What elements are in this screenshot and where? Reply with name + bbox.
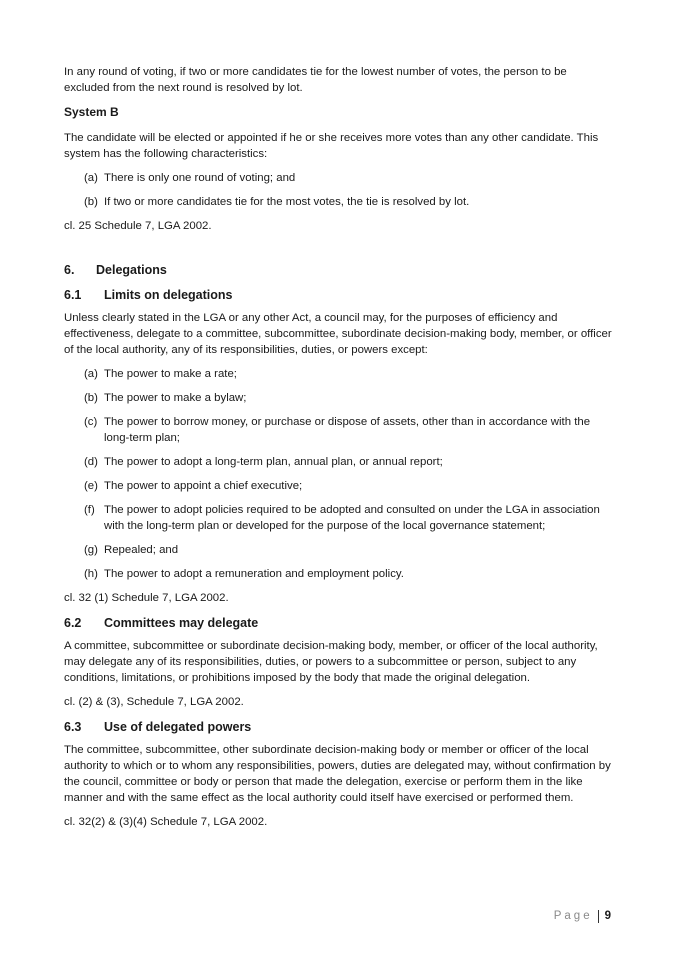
section-title: Committees may delegate xyxy=(104,616,259,630)
section-6-heading xyxy=(64,262,612,278)
section-6-3-citation: cl. 32(2) & (3)(4) Schedule 7, LGA 2002. xyxy=(64,816,268,828)
list-marker: (h) xyxy=(84,568,98,580)
list-marker: (a) xyxy=(84,368,98,380)
list-item xyxy=(64,170,612,186)
intro-paragraph: In any round of voting, if two or more candidates tie for the lowest number of votes, the person to be excluded from the next round is resolved by lot. xyxy=(64,66,567,94)
system-b-citation: cl. 25 Schedule 7, LGA 2002. xyxy=(64,220,212,232)
list-text: The power to make a rate; xyxy=(104,368,237,380)
section-6-2-heading xyxy=(64,615,612,631)
system-b-list xyxy=(64,170,612,210)
section-6-1-heading xyxy=(64,287,612,303)
section-title: Limits on delegations xyxy=(104,288,233,302)
section-title: Use of delegated powers xyxy=(104,720,252,734)
list-item xyxy=(64,390,612,406)
page-footer xyxy=(554,908,611,924)
list-marker: (a) xyxy=(84,172,98,184)
limits-list xyxy=(64,366,612,582)
system-b-heading: System B xyxy=(64,105,119,119)
section-6-2-paragraph: A committee, subcommittee or subordinate decision-making body, member, or officer of the local authority, may delegate any of its responsibilities, duties, or powers to a subcommittee or person, subject to any conditions, limitations, or prohibitions imposed by the body that made the original delegation. xyxy=(64,640,598,684)
list-item xyxy=(64,366,612,382)
list-text: The power to adopt policies required to be adopted and consulted on under the LGA in association with the long-term plan or developed for the purpose of the local governance statement; xyxy=(104,504,600,532)
section-6-2-citation: cl. (2) & (3), Schedule 7, LGA 2002. xyxy=(64,696,244,708)
list-marker: (d) xyxy=(84,456,98,468)
list-item xyxy=(64,414,612,446)
section-6-3-paragraph: The committee, subcommittee, other subordinate decision-making body or member or officer of the local authority to which or to whom any responsibilities, powers, duties are delegated may, without confirmation by the council, committee or body or person that made the delegation, exercise or perform them in the like manner and with the same effect as the local authority could itself have exercised or performed them. xyxy=(64,744,611,804)
list-marker: (b) xyxy=(84,196,98,208)
section-number: 6.1 xyxy=(64,288,82,302)
document-page xyxy=(64,64,612,839)
section-6-1-paragraph: Unless clearly stated in the LGA or any other Act, a council may, for the purposes of efficiency and effectiveness, delegate to a committee, subcommittee, subordinate decision-making body, member, or officer of the local authority, any of its responsibilities, duties, or powers except: xyxy=(64,312,612,356)
list-item xyxy=(64,502,612,534)
list-item xyxy=(64,478,612,494)
list-marker: (c) xyxy=(84,416,98,428)
section-6-1-citation: cl. 32 (1) Schedule 7, LGA 2002. xyxy=(64,592,229,604)
list-text: The power to adopt a long-term plan, annual plan, or annual report; xyxy=(104,456,443,468)
list-item xyxy=(64,454,612,470)
list-text: There is only one round of voting; and xyxy=(104,172,296,184)
list-marker: (e) xyxy=(84,480,98,492)
list-text: Repealed; and xyxy=(104,544,179,556)
page-label: Page xyxy=(553,910,593,922)
list-marker: (b) xyxy=(84,392,98,404)
list-marker: (f) xyxy=(84,504,95,516)
section-title: Delegations xyxy=(96,263,167,277)
list-marker: (g) xyxy=(84,544,98,556)
footer-divider xyxy=(598,910,599,923)
system-b-paragraph: The candidate will be elected or appointed if he or she receives more votes than any other candidate. This system has the following characteristics: xyxy=(64,132,599,160)
section-number: 6.3 xyxy=(64,720,82,734)
list-text: The power to borrow money, or purchase or dispose of assets, other than in accordance with the long-term plan; xyxy=(104,416,591,444)
list-item xyxy=(64,566,612,582)
list-text: If two or more candidates tie for the most votes, the tie is resolved by lot. xyxy=(104,196,470,208)
list-item xyxy=(64,194,612,210)
list-text: The power to appoint a chief executive; xyxy=(104,480,303,492)
section-number: 6. xyxy=(64,263,75,277)
list-text: The power to make a bylaw; xyxy=(104,392,247,404)
list-text: The power to adopt a remuneration and employment policy. xyxy=(104,568,404,580)
section-number: 6.2 xyxy=(64,616,82,630)
section-6-3-heading xyxy=(64,719,612,735)
page-number: 9 xyxy=(604,910,611,922)
list-item xyxy=(64,542,612,558)
